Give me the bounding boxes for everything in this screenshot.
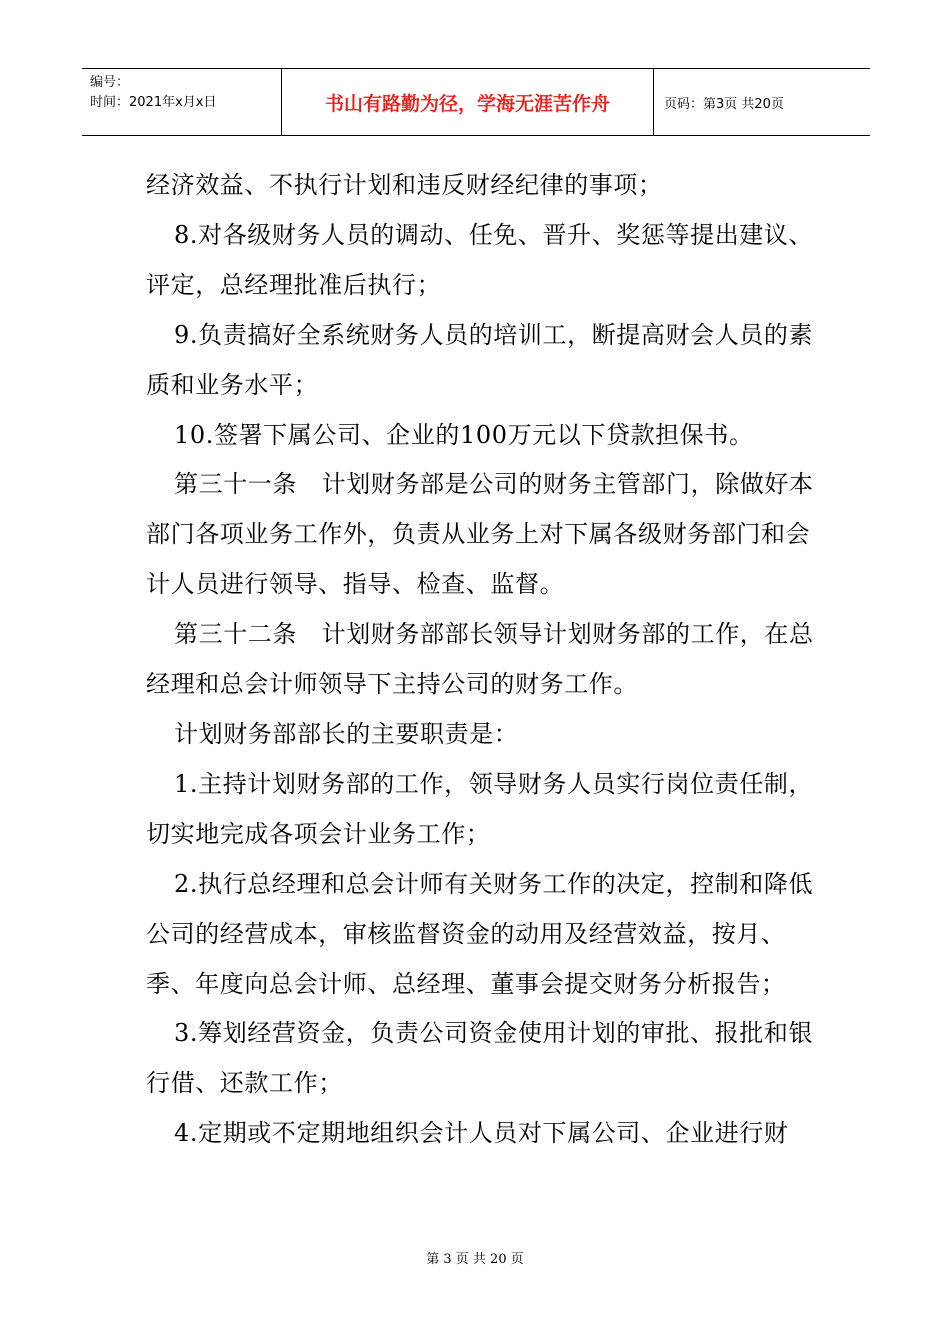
- paragraph: 第三十二条 计划财务部部长领导计划财务部的工作，在总经理和总会计师领导下主持公司的财务工作。: [146, 620, 814, 699]
- page-footer: 第 3 页 共 20 页: [426, 1252, 524, 1267]
- paragraph: 第三十一条 计划财务部是公司的财务主管部门，除做好本部门各项业务工作外，负责从业务上对下属各级财务部门和会计人员进行领导、指导、检查、监督。: [146, 470, 814, 599]
- paragraph: 2.执行总经理和总会计师有关财务工作的决定，控制和降低公司的经营成本，审核监督资金的动用及经营效益，按月、季、年度向总会计师、总经理、董事会提交财务分析报告；: [146, 869, 814, 998]
- paragraph: 计划财务部部长的主要职责是：: [174, 719, 519, 748]
- document-time-label: 时间：2021年x月x日: [90, 95, 217, 110]
- paragraph: 8.对各级财务人员的调动、任免、晋升、奖惩等提出建议、评定，总经理批准后执行；: [146, 220, 814, 299]
- header-meta: [82, 69, 282, 135]
- paragraph: 3.筹划经营资金，负责公司资金使用计划的审批、报批和银行借、还款工作；: [146, 1019, 814, 1098]
- header-motto: 书山有路勤为径，学海无涯苦作舟: [282, 69, 654, 135]
- document-number-label: 编号：: [90, 75, 130, 90]
- paragraph: 9.负责搞好全系统财务人员的培训工，断提高财会人员的素质和业务水平；: [146, 320, 814, 399]
- page-header: [82, 68, 870, 136]
- paragraph: 经济效益、不执行计划和违反财经纪律的事项；: [146, 171, 663, 199]
- document-body: [146, 161, 814, 1159]
- paragraph: 1.主持计划财务部的工作，领导财务人员实行岗位责任制，切实地完成各项会计业务工作；: [146, 769, 814, 848]
- paragraph: 10.签署下属公司、企业的100万元以下贷款担保书。: [174, 420, 754, 449]
- paragraph: 4.定期或不定期地组织会计人员对下属公司、企业进行财: [174, 1119, 789, 1148]
- header-page-info: 页码：第3页 共20页: [664, 96, 784, 112]
